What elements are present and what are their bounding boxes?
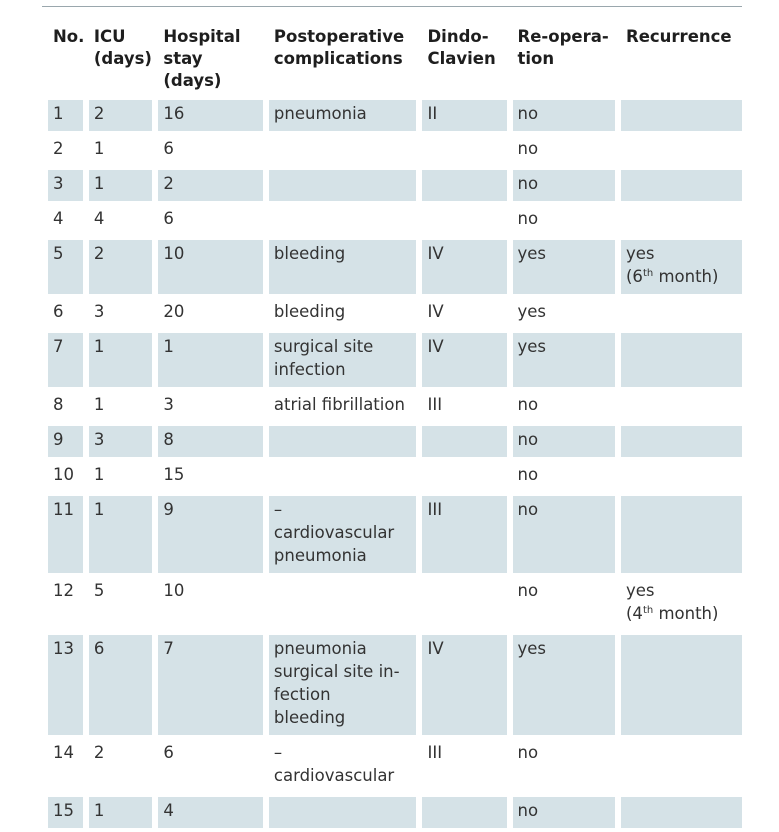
- cell-icu: 1: [89, 333, 153, 387]
- cell-reoperation: yes: [513, 635, 615, 735]
- cell-icu: 3: [93, 302, 105, 321]
- cell-complications: – cardiovascular: [273, 743, 395, 785]
- cell-recurrence: [621, 739, 742, 793]
- cell-dindo: II: [422, 100, 506, 131]
- cell-no: 12: [53, 581, 74, 600]
- recurrence-text: yes (4: [626, 581, 655, 623]
- cell-reoperation: yes: [513, 240, 615, 294]
- cell-reoperation: no: [517, 395, 539, 414]
- header-no: No.: [53, 27, 85, 46]
- table-header-row: [48, 24, 742, 96]
- cell-reoperation: no: [517, 139, 539, 158]
- cell-no: 6: [53, 302, 64, 321]
- table-row: [48, 298, 742, 329]
- table-row: [48, 135, 742, 166]
- cell-no: 4: [53, 209, 64, 228]
- cell-stay: 6: [163, 209, 174, 228]
- cell-complications: surgical site infection: [269, 333, 417, 387]
- header-complications: Postoperative complications: [273, 27, 405, 68]
- cell-complications: [269, 170, 417, 201]
- cell-complications: pneumonia: [269, 100, 417, 131]
- cell-stay: 9: [158, 496, 263, 573]
- cell-no: 9: [48, 426, 83, 457]
- cell-icu: 1: [89, 496, 153, 573]
- cell-recurrence: [621, 391, 742, 422]
- cell-recurrence: [621, 577, 742, 631]
- cell-icu: 1: [93, 139, 105, 158]
- cell-no: 10: [53, 465, 74, 484]
- cell-no: 3: [48, 170, 83, 201]
- cell-dindo: [422, 577, 506, 631]
- cell-stay: 4: [158, 797, 263, 828]
- ordinal-suffix: th: [642, 605, 654, 616]
- cell-stay: 10: [158, 240, 263, 294]
- table-row: [48, 100, 742, 131]
- top-rule: [42, 6, 742, 7]
- cell-no: 1: [48, 100, 83, 131]
- recurrence-text: yes (6: [626, 244, 655, 286]
- cell-reoperation: no: [513, 170, 615, 201]
- cell-stay: 20: [163, 302, 185, 321]
- cell-complications: [269, 205, 417, 236]
- cell-stay: 2: [158, 170, 263, 201]
- cell-complications: [269, 461, 417, 492]
- cell-recurrence: [621, 333, 742, 387]
- cell-reoperation: no: [513, 797, 615, 828]
- cell-reoperation: no: [517, 581, 539, 600]
- cell-dindo: IV: [422, 333, 506, 387]
- cell-complications: [269, 577, 417, 631]
- header-icu: ICU (days): [93, 27, 152, 68]
- header-recurrence: Recurrence: [626, 27, 732, 46]
- cell-stay: 8: [158, 426, 263, 457]
- cell-no: 11: [48, 496, 83, 573]
- ordinal-suffix: th: [642, 268, 654, 279]
- table-row: [48, 333, 742, 387]
- cell-dindo: [422, 170, 506, 201]
- cell-no: 8: [53, 395, 64, 414]
- recurrence-text-end: month): [653, 267, 719, 286]
- recurrence-text-end: month): [653, 604, 719, 623]
- cell-recurrence: [621, 635, 742, 735]
- cell-complications: [269, 135, 417, 166]
- cell-recurrence: [621, 240, 742, 294]
- cell-icu: 1: [93, 395, 105, 414]
- cell-reoperation: no: [513, 426, 615, 457]
- cell-recurrence: [621, 797, 742, 828]
- cell-stay: 15: [163, 465, 185, 484]
- cell-no: 5: [48, 240, 83, 294]
- header-reoperation: Re-opera- tion: [517, 27, 609, 68]
- cell-complications: bleeding: [273, 302, 346, 321]
- table-row: [48, 797, 742, 828]
- table-row: [48, 461, 742, 492]
- cell-dindo: IV: [422, 635, 506, 735]
- cell-icu: 2: [89, 100, 153, 131]
- cell-stay: 3: [163, 395, 174, 414]
- cell-reoperation: yes: [517, 302, 547, 321]
- table-row: [48, 170, 742, 201]
- table-row: [48, 635, 742, 735]
- cell-no: 15: [48, 797, 83, 828]
- table-row: [48, 739, 742, 793]
- cell-stay: 16: [158, 100, 263, 131]
- cell-stay: 6: [163, 743, 174, 762]
- cell-reoperation: no: [517, 465, 539, 484]
- cell-dindo: IV: [422, 240, 506, 294]
- cell-stay: 7: [158, 635, 263, 735]
- cell-reoperation: no: [517, 743, 539, 762]
- cell-recurrence: [621, 461, 742, 492]
- cell-dindo: IV: [427, 302, 444, 321]
- cell-dindo: [422, 461, 506, 492]
- table-row: [48, 240, 742, 294]
- header-dindo-clavien: Dindo- Clavien: [427, 27, 496, 68]
- cell-dindo: [422, 797, 506, 828]
- cell-complications: bleeding: [269, 240, 417, 294]
- cell-dindo: III: [427, 743, 443, 762]
- cell-recurrence: [621, 298, 742, 329]
- cell-no: 14: [53, 743, 74, 762]
- cell-icu: 1: [93, 465, 105, 484]
- cell-reoperation: yes: [513, 333, 615, 387]
- table-row: [48, 577, 742, 631]
- cell-dindo: III: [422, 496, 506, 573]
- cell-dindo: [422, 135, 506, 166]
- table-row: [48, 496, 742, 573]
- cell-no: 2: [53, 139, 64, 158]
- cell-icu: 3: [89, 426, 153, 457]
- complications-table: [42, 20, 748, 832]
- cell-recurrence: [621, 100, 742, 131]
- cell-stay: 1: [158, 333, 263, 387]
- cell-dindo: [422, 205, 506, 236]
- cell-icu: 4: [93, 209, 105, 228]
- cell-recurrence: [621, 170, 742, 201]
- cell-recurrence: [621, 426, 742, 457]
- cell-dindo: III: [427, 395, 443, 414]
- cell-reoperation: no: [513, 100, 615, 131]
- cell-reoperation: no: [517, 209, 539, 228]
- cell-no: 7: [48, 333, 83, 387]
- cell-recurrence: [621, 135, 742, 166]
- header-hospital-stay: Hospital stay (days): [163, 27, 241, 90]
- cell-reoperation: no: [513, 496, 615, 573]
- cell-recurrence: [621, 496, 742, 573]
- table-row: [48, 426, 742, 457]
- cell-dindo: [422, 426, 506, 457]
- cell-icu: 5: [93, 581, 105, 600]
- cell-complications: pneumonia surgical site in- fection bleeding: [269, 635, 417, 735]
- cell-no: 13: [48, 635, 83, 735]
- cell-complications: [269, 426, 417, 457]
- table-row: [48, 391, 742, 422]
- cell-icu: 1: [89, 797, 153, 828]
- cell-icu: 1: [89, 170, 153, 201]
- cell-stay: 10: [163, 581, 185, 600]
- cell-icu: 2: [89, 240, 153, 294]
- cell-stay: 6: [163, 139, 174, 158]
- table-row: [48, 205, 742, 236]
- cell-recurrence: [621, 205, 742, 236]
- cell-complications: atrial fibrillation: [273, 395, 405, 414]
- cell-complications: [269, 797, 417, 828]
- cell-complications: – cardiovascular pneumonia: [269, 496, 417, 573]
- cell-icu: 6: [89, 635, 153, 735]
- cell-icu: 2: [93, 743, 105, 762]
